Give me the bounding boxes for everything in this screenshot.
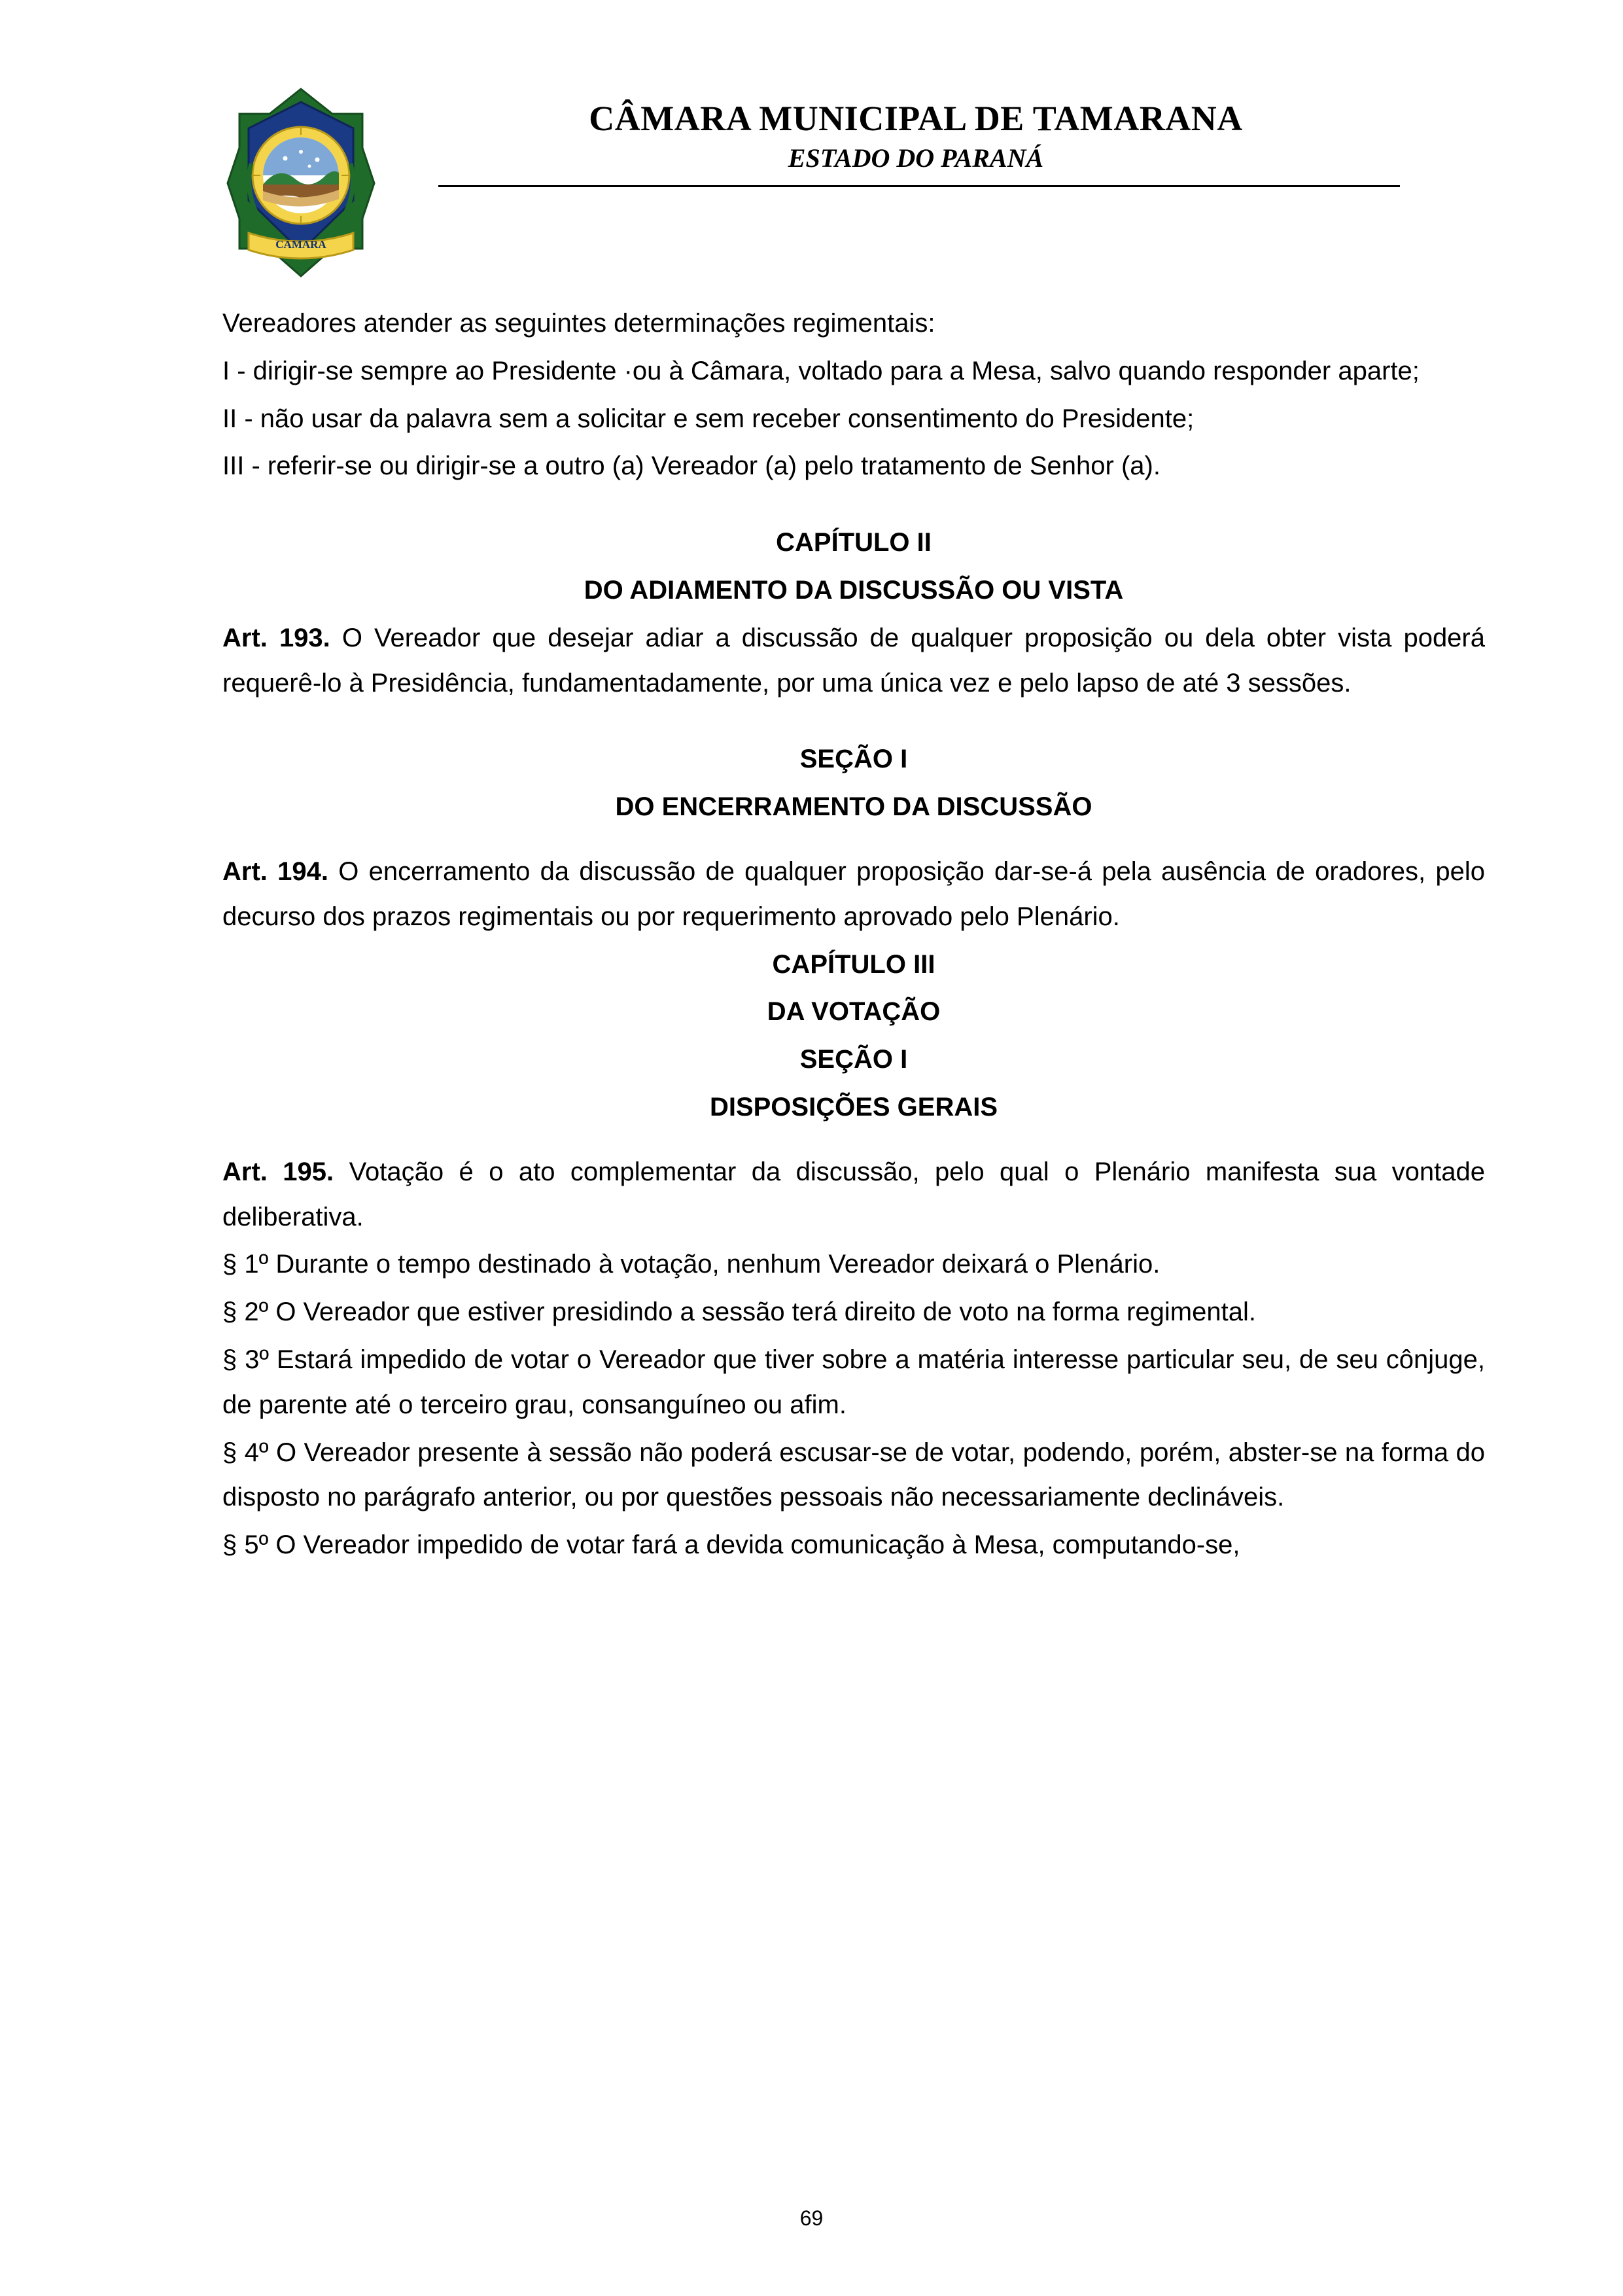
paragraph-4: § 4º O Vereador presente à sessão não poderá escusar-se de votar, podendo, porém, abster-se na forma do disposto no parágrafo anterior, ou por questões pessoais não necessariamente declináveis. bbox=[222, 1438, 1485, 1512]
list-item-2: II - não usar da palavra sem a solicitar e sem receber consentimento do Presidente; bbox=[222, 404, 1195, 433]
chapter-2-title: DO ADIAMENTO DA DISCUSSÃO OU VISTA bbox=[584, 575, 1124, 605]
page-content bbox=[222, 79, 1485, 1570]
intro-line: Vereadores atender as seguintes determinações regimentais: bbox=[222, 309, 935, 338]
article-193-number: Art. 193. bbox=[222, 623, 330, 652]
article-194 bbox=[222, 849, 1485, 940]
svg-text:CÂMARA: CÂMARA bbox=[275, 238, 326, 251]
page-title: CÂMARA MUNICIPAL DE TAMARANA bbox=[589, 99, 1243, 138]
spacer bbox=[222, 832, 1485, 849]
spacer bbox=[222, 1133, 1485, 1150]
spacer bbox=[222, 708, 1485, 737]
article-193-text: O Vereador que desejar adiar a discussão de qualquer proposição ou dela obter vista poderá requerê-lo à Presidência, fundamentadamente, por uma única vez e pelo lapso de até 3 sessões. bbox=[222, 623, 1485, 698]
chapter-3-label: CAPÍTULO III bbox=[772, 949, 935, 979]
page-number: 69 bbox=[799, 2206, 824, 2230]
article-194-number: Art. 194. bbox=[222, 857, 328, 886]
article-195-text: Votação é o ato complementar da discussão, pelo qual o Plenário manifesta sua vontade deliberativa. bbox=[222, 1157, 1485, 1231]
coat-of-arms-icon bbox=[222, 85, 379, 281]
header-divider bbox=[438, 185, 1400, 187]
article-193 bbox=[222, 616, 1485, 706]
section-1b-title: DISPOSIÇÕES GERAIS bbox=[709, 1092, 998, 1122]
paragraph-2: § 2º O Vereador que estiver presidindo a sessão terá direito de voto na forma regimental. bbox=[222, 1298, 1256, 1327]
section-1b-label: SEÇÃO I bbox=[799, 1045, 908, 1074]
article-195-number: Art. 195. bbox=[222, 1157, 334, 1186]
section-1-title: DO ENCERRAMENTO DA DISCUSSÃO bbox=[615, 792, 1092, 822]
document-header bbox=[222, 79, 1485, 275]
header-text-block bbox=[438, 79, 1393, 187]
paragraph-3: § 3º Estará impedido de votar o Vereador que tiver sobre a matéria interesse particular seu, de seu cônjuge, de parente até o terceiro grau, consanguíneo ou afim. bbox=[222, 1345, 1485, 1419]
section-1-label: SEÇÃO I bbox=[799, 745, 908, 774]
list-item-1: I - dirigir-se sempre ao Presidente ·ou à Câmara, voltado para a Mesa, salvo quando responder aparte; bbox=[222, 356, 1420, 385]
article-194-text: O encerramento da discussão de qualquer proposição dar-se-á pela ausência de oradores, pelo decurso dos prazos regimentais ou por requerimento aprovado pelo Plenário. bbox=[222, 857, 1485, 931]
paragraph-5: § 5º O Vereador impedido de votar fará a devida comunicação à Mesa, computando-se, bbox=[222, 1530, 1240, 1560]
paragraph-1: § 1º Durante o tempo destinado à votação, nenhum Vereador deixará o Plenário. bbox=[222, 1250, 1161, 1279]
chapter-2-label: CAPÍTULO II bbox=[776, 528, 932, 557]
document-body bbox=[222, 301, 1485, 1568]
spacer bbox=[222, 491, 1485, 520]
page-subtitle: ESTADO DO PARANÁ bbox=[788, 143, 1044, 173]
article-195 bbox=[222, 1150, 1485, 1240]
chapter-3-title: DA VOTAÇÃO bbox=[767, 997, 941, 1027]
list-item-3: III - referir-se ou dirigir-se a outro (a) Vereador (a) pelo tratamento de Senhor (a). bbox=[222, 451, 1161, 481]
